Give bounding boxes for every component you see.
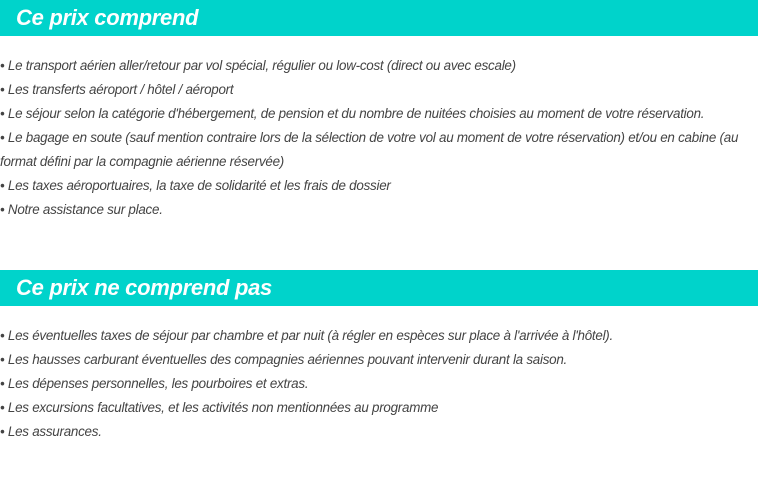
list-item: • Le transport aérien aller/retour par vol spécial, régulier ou low-cost (direct ou avec escale) [0,58,516,73]
list-item: • Les taxes aéroportuaires, la taxe de solidarité et les frais de dossier [0,178,391,193]
list-item: • Les assurances. [0,424,102,439]
price-includes-section [0,0,758,222]
list-item: • Les hausses carburant éventuelles des compagnies aériennes pouvant intervenir durant la saison. [0,352,568,367]
price-excludes-list [0,306,745,444]
price-excludes-heading: Ce prix ne comprend pas [0,270,758,306]
list-item: • Les dépenses personnelles, les pourboires et extras. [0,376,309,391]
list-item: • Notre assistance sur place. [0,202,163,217]
price-excludes-section [0,270,758,444]
price-includes-heading: Ce prix comprend [0,0,758,36]
list-item: • Le séjour selon la catégorie d'hébergement, de pension et du nombre de nuitées choisies au moment de votre réservation. [0,106,705,121]
price-includes-list [0,36,745,222]
list-item: • Les éventuelles taxes de séjour par chambre et par nuit (à régler en espèces sur place à l'arrivée à l'hôtel). [0,328,613,343]
list-item: • Le bagage en soute (sauf mention contraire lors de la sélection de votre vol au moment de votre réservation) et/ou en cabine (au format défini par la compagnie aérienne réservée) [0,130,739,169]
list-item: • Les excursions facultatives, et les activités non mentionnées au programme [0,400,439,415]
list-item: • Les transferts aéroport / hôtel / aéroport [0,82,234,97]
